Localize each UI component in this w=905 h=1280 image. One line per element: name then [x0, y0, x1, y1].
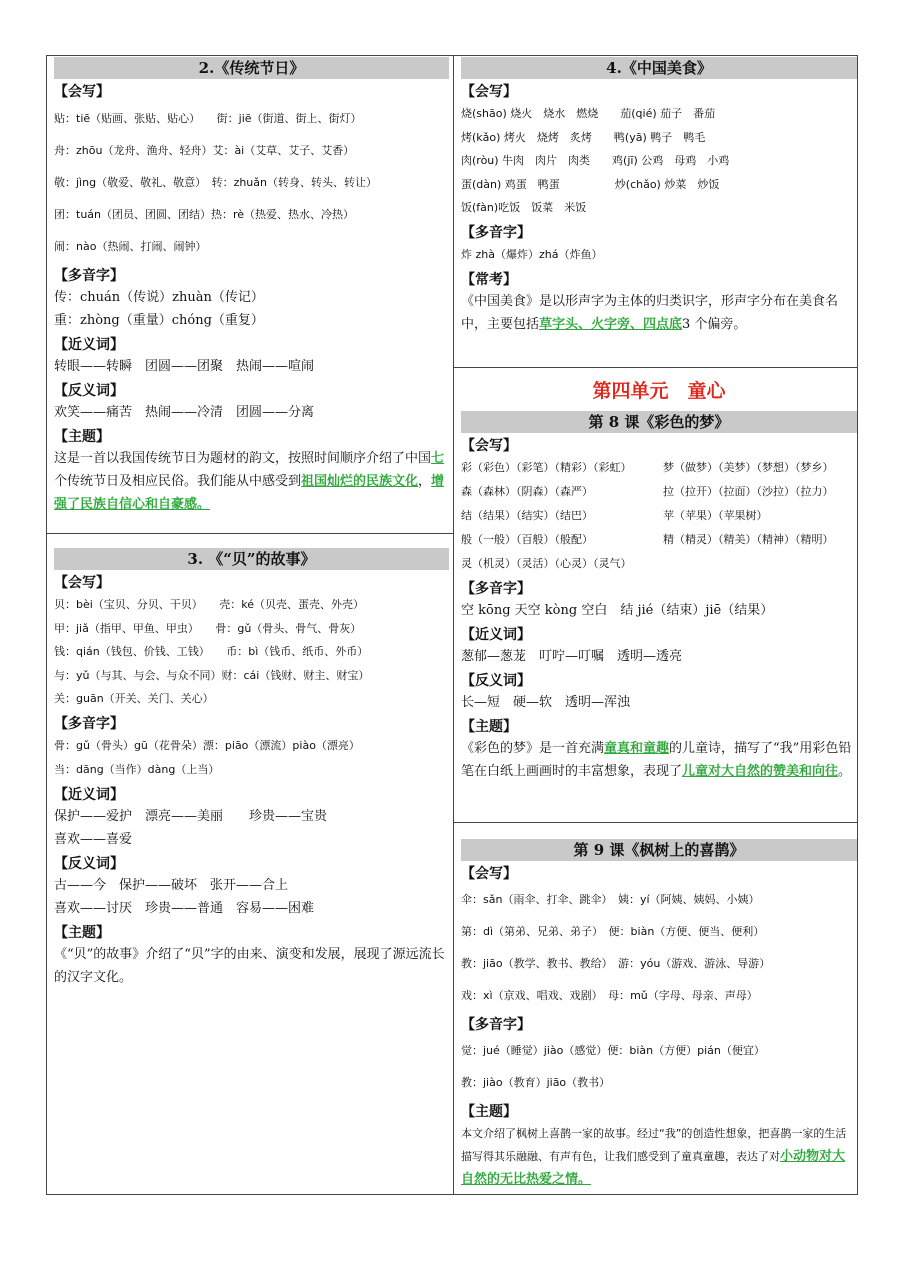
- write-item: 团：tuán（团员、团圆、团结）热：rè（热爱、热水、冷热）: [54, 208, 355, 221]
- write-heading: 【会写】: [54, 575, 110, 591]
- synonym-item: 喜欢——喜爱: [54, 831, 133, 847]
- highlight: 七: [431, 451, 445, 466]
- synonym-heading: 【近义词】: [54, 786, 124, 803]
- write-item: 与：yǔ（与其、与会、与众不同）财：cái（钱财、财主、财宝）: [54, 668, 370, 682]
- highlight: 草字头、火字旁、四点底: [539, 316, 683, 332]
- antonym-text: 长—短 硬—软 透明—浑浊: [461, 695, 631, 710]
- write-item: 第：dì（第弟、兄弟、弟子） 便：biàn（方便、便当、便利）: [461, 925, 765, 938]
- write-item: 钱：qián（钱包、价钱、工钱） 币：bì（钱币、纸币、外币）: [54, 645, 369, 658]
- theme-heading: 【主题】: [54, 429, 110, 445]
- write-item: 烤(kǎo) 烤火 烧烤 炙烤 鸭(yā) 鸭子 鸭毛: [461, 130, 706, 144]
- polyphone-heading: 【多音字】: [461, 581, 531, 597]
- write-item: 精（精灵）（精美）（精神）（精明）: [663, 533, 834, 546]
- lesson-3-title: 3. 《“贝”的故事》: [54, 548, 449, 570]
- unit-title: 第四单元 童心: [592, 380, 726, 402]
- write-item: 蛋(dàn) 鸡蛋 鸭蛋 炒(chǎo) 炒菜 炒饭: [461, 177, 720, 191]
- write-item: 戏：xì（京戏、唱戏、戏剧） 母：mǔ（字母、母亲、声母）: [461, 989, 758, 1002]
- polyphone-heading: 【多音字】: [54, 715, 124, 732]
- write-item: 灵（机灵）（灵活）（心灵）（灵气）: [461, 557, 632, 570]
- theme-text: 《彩色的梦》是一首充满童真和童趣的儿童诗，描写了“我”用彩色铅笔在白纸上画画时的丰富想象，表现了儿童对大自然的赞美和向往。: [461, 741, 852, 779]
- write-item: 拉（拉开）（拉面）（沙拉）（拉力）: [663, 485, 834, 498]
- polyphone-item: 觉：jué（睡觉）jiào（感觉）便：biàn（方便）pián（便宜）: [461, 1044, 765, 1057]
- lesson-2: [54, 57, 449, 516]
- antonym-heading: 【反义词】: [54, 855, 124, 872]
- polyphone-item: 教：jiào（教育）jiāo（教书）: [461, 1076, 611, 1089]
- divider: [453, 822, 858, 823]
- divider: [453, 367, 858, 368]
- highlight: 增强了民族自信心和自豪感。: [54, 474, 445, 512]
- lesson-2-title: 2.《传统节日》: [54, 57, 449, 79]
- write-item: 闹：nào（热闹、打闹、闹钟）: [54, 240, 207, 253]
- write-item: 肉(ròu) 牛肉 肉片 肉类 鸡(jī) 公鸡 母鸡 小鸡: [461, 154, 730, 167]
- lesson-4-title: 4.《中国美食》: [461, 57, 857, 79]
- write-item: 关：guān（开关、关门、关心）: [54, 692, 214, 705]
- write-item: 结（结果）（结实）（结巴）: [461, 509, 593, 522]
- highlight: 童真和童趣: [604, 741, 670, 756]
- synonym-item: 保护——爱护 漂亮——美丽 珍贵——宝贵: [54, 808, 328, 824]
- theme-text: 本文介绍了枫树上喜鹊一家的故事。经过“我”的创造性想象，把喜鹊一家的生活描写得其乐融融、有声有色，让我们感受到了童真童趣，表达了对小动物对大自然的无比热爱之情。: [461, 1127, 847, 1187]
- write-item: 饭(fàn)吃饭 饭菜 米饭: [461, 201, 587, 214]
- write-item: 森（森林）（阴森）（森严）: [461, 485, 593, 498]
- theme-heading: 【主题】: [461, 1104, 517, 1120]
- highlight: 儿童对大自然的赞美和向往: [682, 764, 839, 779]
- polyphone-item: 重：zhòng（重量）chóng（重复）: [54, 313, 264, 328]
- write-item: 彩（彩色）（彩笔）（精彩）（彩虹）: [461, 461, 632, 474]
- synonym-text: 葱郁—葱茏 叮咛—叮嘱 透明—透亮: [461, 649, 683, 664]
- lesson-9: [461, 839, 857, 1191]
- antonym-heading: 【反义词】: [54, 383, 124, 399]
- write-item: 般（一般）（百般）（般配）: [461, 533, 593, 546]
- write-item: 贴：tiē（贴画、张贴、贴心） 街：jiē（街道、街上、街灯）: [54, 112, 362, 125]
- write-item: 舟：zhōu（龙舟、渔舟、轻舟）艾：ài（艾草、艾子、艾香）: [54, 144, 355, 157]
- synonym-heading: 【近义词】: [461, 627, 531, 643]
- write-heading: 【会写】: [461, 84, 517, 100]
- write-item: 伞：sǎn（雨伞、打伞、跳伞） 姨：yí（阿姨、姨妈、小姨）: [461, 893, 760, 906]
- synonym-text: 转眼——转瞬 团圆——团聚 热闹——喧闹: [54, 359, 315, 374]
- polyphone-item: 空 kōng 天空 kòng 空白 结 jié（结束）jiē（结果）: [461, 603, 774, 618]
- highlight: 祖国灿烂的民族文化: [301, 474, 419, 489]
- lesson-4: [461, 57, 857, 336]
- exam-heading: 【常考】: [461, 271, 517, 288]
- divider: [46, 533, 453, 534]
- exam-text: 《中国美食》是以形声字为主体的归类识字，形声字分布在美食名中，主要包括草字头、火字旁、四点底3 个偏旁。: [461, 293, 839, 332]
- write-heading: 【会写】: [461, 866, 517, 882]
- theme-heading: 【主题】: [54, 924, 110, 941]
- write-item: 教：jiāo（教学、教书、教给） 游：yóu（游戏、游泳、导游）: [461, 957, 771, 970]
- polyphone-item: 当：dāng（当作）dàng（上当）: [54, 762, 220, 776]
- antonym-item: 古——今 保护——破坏 张开——合上: [54, 877, 289, 893]
- highlight: 小动物对大自然的无比热爱之情。: [461, 1149, 846, 1187]
- polyphone-item: 传：chuán（传说）zhuàn（传记）: [54, 290, 264, 305]
- write-item: 苹（苹果）（苹果树）: [663, 509, 768, 522]
- write-heading: 【会写】: [54, 84, 110, 100]
- polyphone-item: 炸 zhà（爆炸）zhá（炸鱼）: [461, 247, 603, 261]
- write-heading: 【会写】: [461, 438, 517, 454]
- antonym-text: 欢笑——痛苦 热闹——冷清 团圆——分离: [54, 405, 315, 420]
- write-item: 敬：jìng（敬爱、敬礼、敬意） 转：zhuǎn（转身、转头、转让）: [54, 176, 377, 189]
- lesson-9-title: 第 9 课《枫树上的喜鹊》: [461, 839, 857, 861]
- polyphone-heading: 【多音字】: [461, 224, 531, 241]
- column-divider: [453, 55, 454, 1195]
- polyphone-item: 骨：gǔ（骨头）gū（花骨朵）漂：piāo（漂流）piào（漂亮）: [54, 738, 360, 752]
- write-item: 贝：bèi（宝贝、分贝、干贝） 壳：ké（贝壳、蛋壳、外壳）: [54, 598, 365, 611]
- unit-4: [461, 370, 857, 783]
- synonym-heading: 【近义词】: [54, 337, 124, 353]
- antonym-heading: 【反义词】: [461, 673, 531, 689]
- theme-text: 这是一首以我国传统节日为题材的韵文，按照时间顺序介绍了中国七个传统节日及相应民俗。我们能从中感受到祖国灿烂的民族文化，增强了民族自信心和自豪感。: [54, 451, 445, 512]
- polyphone-heading: 【多音字】: [461, 1017, 531, 1033]
- polyphone-heading: 【多音字】: [54, 268, 124, 284]
- write-item: 梦（做梦）（美梦）（梦想）（梦乡）: [663, 461, 834, 474]
- lesson-8-title: 第 8 课《彩色的梦》: [461, 411, 857, 433]
- antonym-item: 喜欢——讨厌 珍贵——普通 容易——困难: [54, 900, 315, 916]
- write-item: 烧(shāo) 烧火 烧水 燃烧 茄(qié) 茄子 番茄: [461, 107, 716, 120]
- theme-text: 《“贝”的故事》介绍了“贝”字的由来、演变和发展，展现了源远流长的汉字文化。: [54, 946, 445, 985]
- write-item: 甲：jiǎ（指甲、甲鱼、甲虫） 骨：gǔ（骨头、骨气、骨灰）: [54, 621, 362, 635]
- theme-heading: 【主题】: [461, 719, 517, 735]
- lesson-3: [54, 548, 449, 989]
